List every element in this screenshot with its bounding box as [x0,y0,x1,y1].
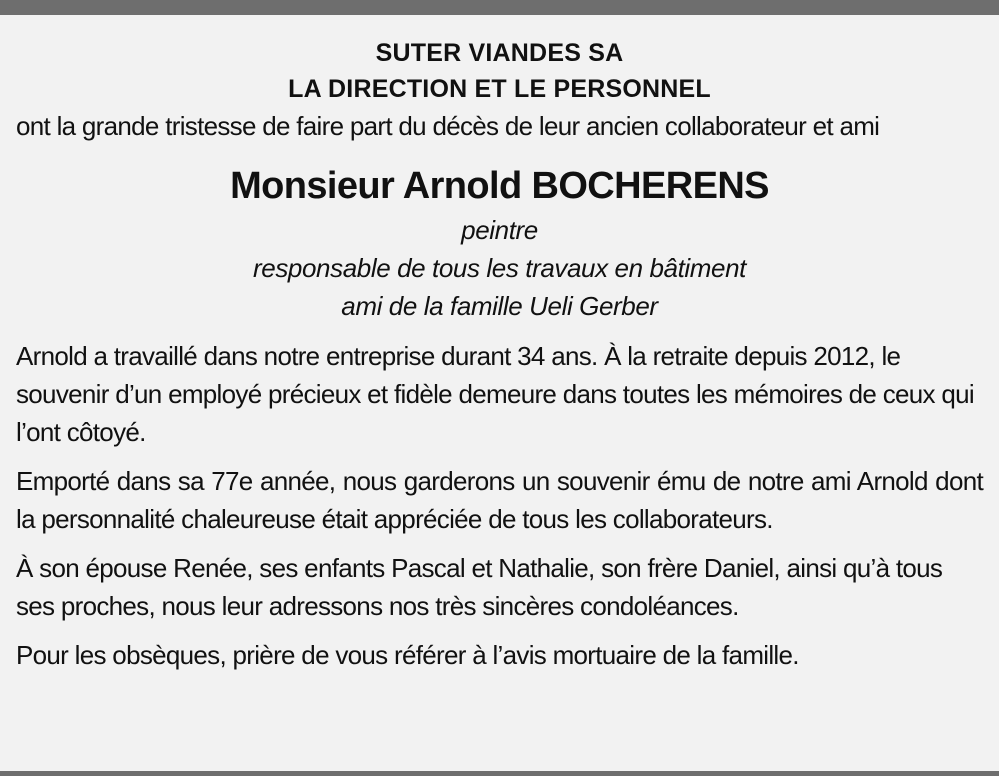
paragraph-memory: Emporté dans sa 77e année, nous garderons un souvenir ému de notre ami Arnold dont la personnalité chaleureuse était appréciée de tous les collaborateurs. [16,466,983,534]
notice-header [16,35,983,107]
paragraph-funeral-info: Pour les obsèques, prière de vous référer à l’avis mortuaire de la famille. [16,640,799,670]
paragraph-career: Arnold a travaillé dans notre entreprise durant 34 ans. À la retraite depuis 2012, le souvenir d’un employé précieux et fidèle demeure dans toutes les mémoires de ceux qui l’ont côtoyé. [16,341,974,447]
intro-text: ont la grande tristesse de faire part du décès de leur ancien collaborateur et ami [16,111,880,141]
deceased-titles [16,211,983,325]
deceased-name: Monsieur Arnold BOCHERENS [230,165,769,207]
company-name: SUTER VIANDES SA [375,39,624,67]
title-line: peintre [461,215,538,245]
title-line: ami de la famille Ueli Gerber [341,291,658,321]
direction-and-staff: LA DIRECTION ET LE PERSONNEL [288,75,711,103]
title-line: responsable de tous les travaux en bâtiment [253,253,746,283]
paragraph-condolences: À son épouse Renée, ses enfants Pascal et Nathalie, son frère Daniel, ainsi qu’à tous ses proches, nous leur adressons nos très sincères condoléances. [16,553,943,621]
